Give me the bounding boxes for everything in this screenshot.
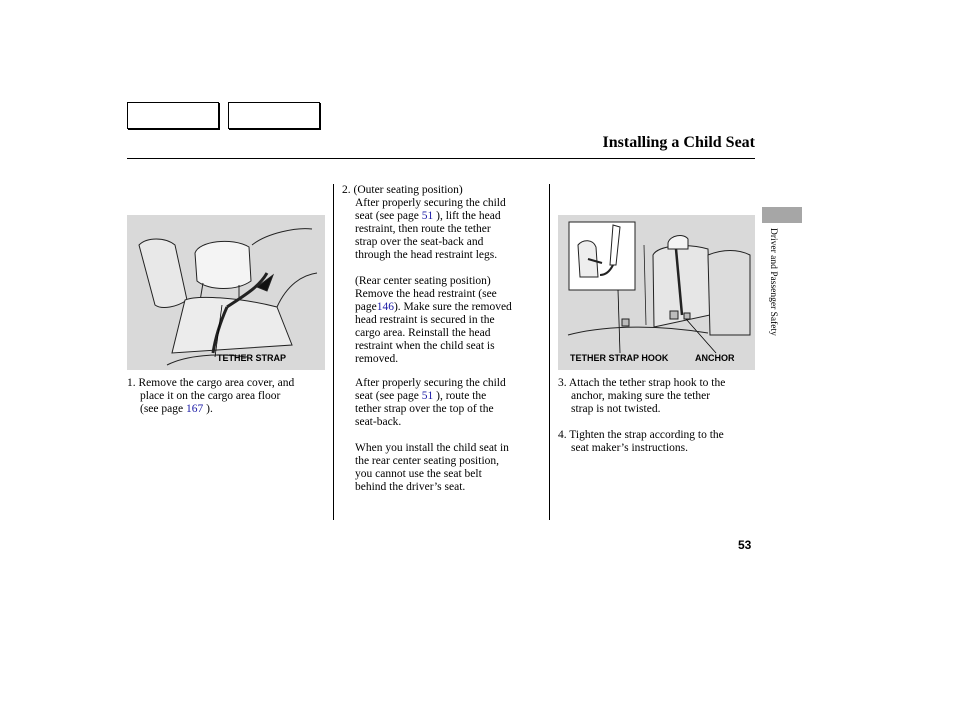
step-3-line: 3. Attach the tether strap hook to the <box>558 377 726 389</box>
rear-center-line: head restraint is secured in the <box>355 314 495 326</box>
step-1-line: place it on the cargo area floor <box>140 390 281 402</box>
note-line: you cannot use the seat belt <box>355 468 482 480</box>
step-3-line: strap is not twisted. <box>571 403 661 415</box>
tether-strap-drawing <box>127 215 325 370</box>
section-label: Driver and Passenger Safety <box>768 228 778 336</box>
after-line-text: ), route the <box>433 390 487 402</box>
page-title: Installing a Child Seat <box>602 134 755 151</box>
after-line: After properly securing the child <box>355 377 506 389</box>
step-2-line: After properly securing the child <box>355 197 506 209</box>
step-2-heading: 2. (Outer seating position) <box>342 184 463 196</box>
note-line: behind the driver’s seat. <box>355 481 466 493</box>
after-line: tether strap over the top of the <box>355 403 494 415</box>
rear-center-line: cargo area. Reinstall the head <box>355 327 491 339</box>
rear-center-line-with-ref <box>355 301 512 314</box>
step-3-text <box>558 377 725 416</box>
step-1-line-suffix: ). <box>203 403 213 415</box>
rear-center-heading: (Rear center seating position) <box>355 275 491 287</box>
tether-strap-hook-label: TETHER STRAP HOOK <box>570 353 669 363</box>
step-2-line: through the head restraint legs. <box>355 249 498 261</box>
tether-strap-label: TETHER STRAP <box>217 353 287 363</box>
step-2-line: strap over the seat-back and <box>355 236 484 248</box>
step-2-line-text: seat (see page <box>355 210 422 222</box>
page-number: 53 <box>738 538 752 552</box>
page-167-link[interactable]: 167 <box>185 403 204 415</box>
rear-center-line: Remove the head restraint (see <box>355 288 497 300</box>
rear-center-after-text <box>355 377 506 429</box>
nav-button-table-of-contents[interactable] <box>228 102 320 129</box>
page-146-link[interactable]: 146 <box>376 301 394 313</box>
step-2-line: restraint, then route the tether <box>355 223 491 235</box>
seat-belt-note-text <box>355 442 509 494</box>
note-line: the rear center seating position, <box>355 455 500 467</box>
rear-center-text <box>355 275 512 366</box>
step-2-line-with-ref <box>342 210 506 223</box>
page-51-link[interactable]: 51 <box>421 210 434 222</box>
after-line-with-ref <box>355 390 506 403</box>
step-4-line: 4. Tighten the strap according to the <box>558 429 724 441</box>
tether-strap-illustration <box>127 215 325 370</box>
step-4-text <box>558 429 724 455</box>
note-line: When you install the child seat in <box>355 442 509 454</box>
step-3-line: anchor, making sure the tether <box>571 390 711 402</box>
tether-anchor-illustration <box>558 215 755 370</box>
step-4-line: seat maker’s instructions. <box>571 442 688 454</box>
column-divider-left <box>333 184 334 520</box>
after-line: seat-back. <box>355 416 402 428</box>
rear-center-line-text: ). Make sure the removed <box>393 301 512 313</box>
tether-anchor-drawing <box>558 215 755 370</box>
anchor-label: ANCHOR <box>695 353 735 363</box>
step-1-line-with-ref <box>127 403 294 416</box>
rear-center-line-text: page <box>355 301 377 313</box>
header-divider <box>127 158 755 159</box>
rear-center-line: restraint when the child seat is <box>355 340 495 352</box>
nav-button-main-menu[interactable] <box>127 102 219 129</box>
step-2-text <box>342 184 506 262</box>
step-1-line: 1. Remove the cargo area cover, and <box>127 377 295 389</box>
column-divider-right <box>549 184 550 520</box>
step-1-text <box>127 377 294 416</box>
step-1-line-text: (see page <box>140 403 186 415</box>
after-line-text: seat (see page <box>355 390 422 402</box>
step-2-line-text: ), lift the head <box>433 210 501 222</box>
rear-center-line: removed. <box>355 353 399 365</box>
page-51-link-2[interactable]: 51 <box>421 390 434 402</box>
section-tab[interactable] <box>762 207 802 223</box>
